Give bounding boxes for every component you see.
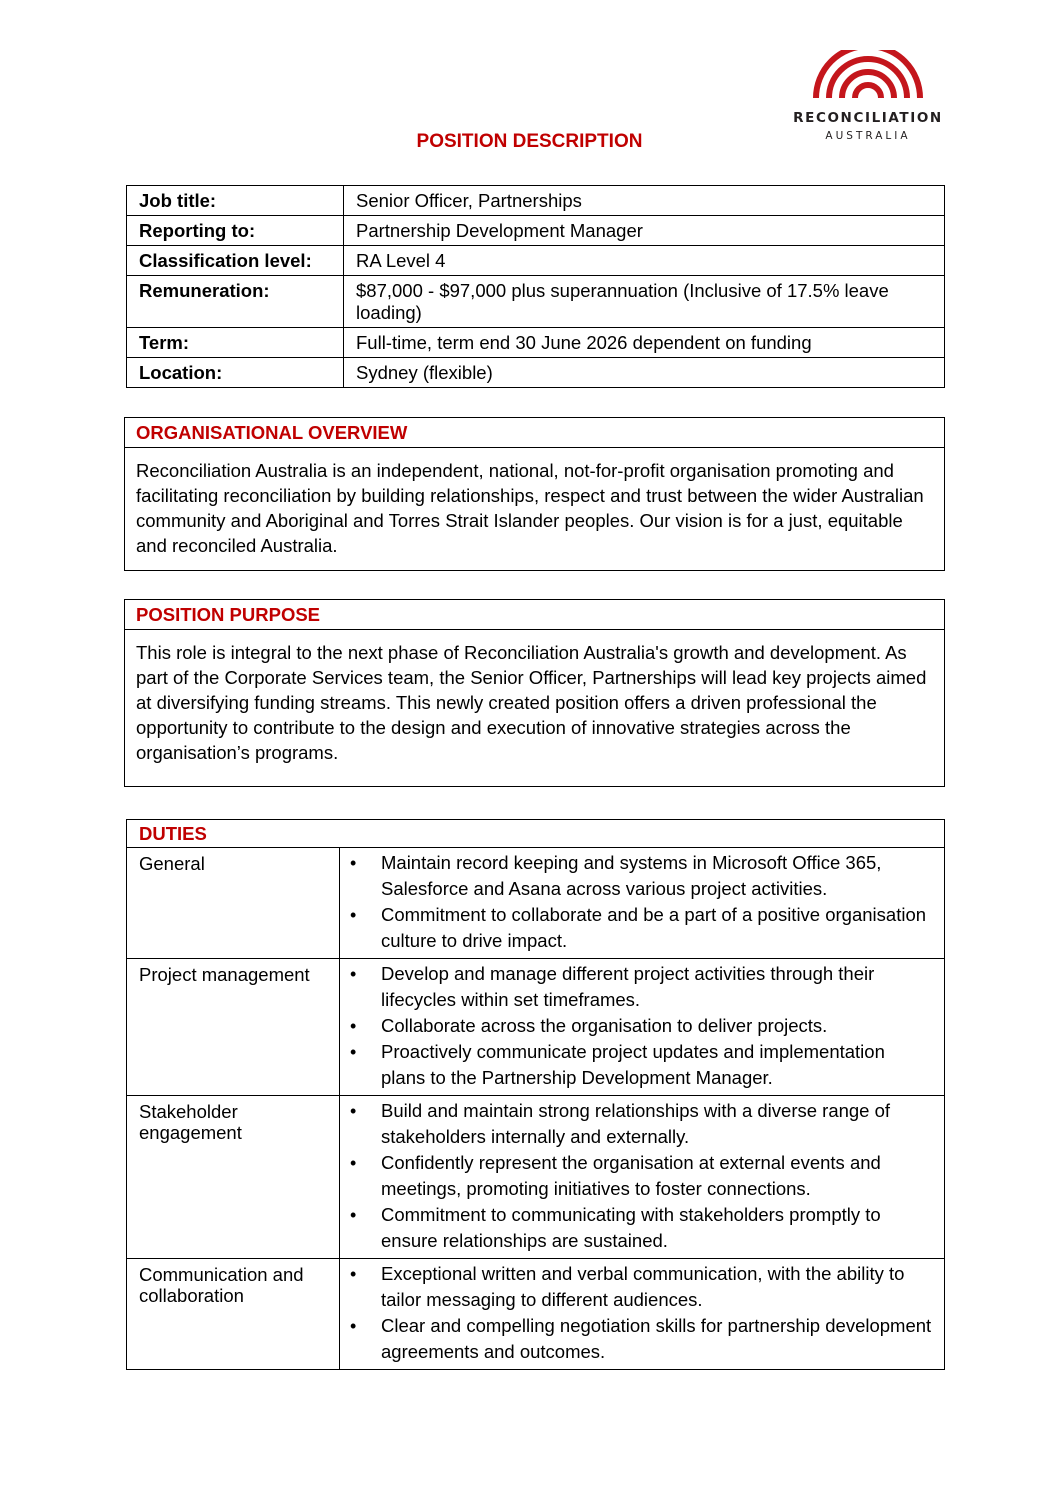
duty-row <box>127 1096 945 1259</box>
detail-label: Remuneration: <box>127 276 344 328</box>
list-item: • Develop and manage different project activities through their lifecycles within set timeframes. <box>340 961 934 1013</box>
list-item: • Collaborate across the organisation to deliver projects. <box>340 1013 934 1039</box>
organisational-overview-section <box>124 417 945 571</box>
duty-category: Project management <box>127 959 340 1096</box>
detail-row <box>127 186 945 216</box>
section-heading: POSITION PURPOSE <box>125 600 945 630</box>
duty-list <box>340 850 934 954</box>
section-text: This role is integral to the next phase of Reconciliation Australia's growth and development. As part of the Corporate Services team, the Senior Officer, Partnerships will lead key projects aimed at diversifying funding streams. This newly created position offers a driven professional the opportunity to contribute to the design and execution of innovative strategies across the organisation’s programs. <box>125 630 945 787</box>
document-title: POSITION DESCRIPTION <box>416 131 643 152</box>
detail-label: Job title: <box>127 186 344 216</box>
list-item: • Clear and compelling negotiation skills for partnership development agreements and outcomes. <box>340 1313 934 1365</box>
detail-value: RA Level 4 <box>344 246 945 276</box>
detail-value: $87,000 - $97,000 plus superannuation (Inclusive of 17.5% leave loading) <box>344 276 945 328</box>
detail-value: Senior Officer, Partnerships <box>344 186 945 216</box>
list-item: • Proactively communicate project updates and implementation plans to the Partnership Development Manager. <box>340 1039 934 1091</box>
list-item: • Confidently represent the organisation at external events and meetings, promoting initiatives to foster connections. <box>340 1150 934 1202</box>
duty-category: Stakeholder engagement <box>127 1096 340 1259</box>
detail-row <box>127 276 945 328</box>
position-purpose-section <box>124 599 945 787</box>
position-details-table <box>126 185 945 388</box>
duty-row <box>127 959 945 1096</box>
detail-label: Reporting to: <box>127 216 344 246</box>
duty-row <box>127 848 945 959</box>
list-item: • Build and maintain strong relationships with a diverse range of stakeholders internally and externally. <box>340 1098 934 1150</box>
list-item: • Commitment to collaborate and be a part of a positive organisation culture to drive impact. <box>340 902 934 954</box>
duty-points <box>340 848 945 959</box>
detail-value: Full-time, term end 30 June 2026 dependent on funding <box>344 328 945 358</box>
section-text: Reconciliation Australia is an independent, national, not-for-profit organisation promoting and facilitating reconciliation by building relationships, respect and trust between the wider Australian community and Aboriginal and Torres Strait Islander peoples. Our vision is for a just, equitable and reconciled Australia. <box>125 448 945 571</box>
section-heading: DUTIES <box>127 820 945 848</box>
list-item: • Commitment to communicating with stakeholders promptly to ensure relationships are sustained. <box>340 1202 934 1254</box>
rainbow-arcs-icon <box>812 50 924 100</box>
duty-points <box>340 1096 945 1259</box>
logo-wordmark: RECONCILIATION <box>793 110 943 126</box>
detail-value: Partnership Development Manager <box>344 216 945 246</box>
detail-label: Term: <box>127 328 344 358</box>
detail-row <box>127 328 945 358</box>
detail-row <box>127 216 945 246</box>
duty-category: Communication and collaboration <box>127 1259 340 1370</box>
duty-list <box>340 1261 934 1365</box>
detail-value: Sydney (flexible) <box>344 358 945 388</box>
detail-label: Classification level: <box>127 246 344 276</box>
duties-table <box>126 819 945 1370</box>
list-item: • Maintain record keeping and systems in Microsoft Office 365, Salesforce and Asana across various project activities. <box>340 850 934 902</box>
detail-row <box>127 246 945 276</box>
logo-subtitle: AUSTRALIA <box>825 130 911 142</box>
section-heading: ORGANISATIONAL OVERVIEW <box>125 418 945 448</box>
duty-list <box>340 961 934 1091</box>
duty-row <box>127 1259 945 1370</box>
detail-row <box>127 358 945 388</box>
detail-label: Location: <box>127 358 344 388</box>
duty-points <box>340 959 945 1096</box>
duty-category: General <box>127 848 340 959</box>
duty-points <box>340 1259 945 1370</box>
list-item: • Exceptional written and verbal communication, with the ability to tailor messaging to different audiences. <box>340 1261 934 1313</box>
duty-list <box>340 1098 934 1254</box>
